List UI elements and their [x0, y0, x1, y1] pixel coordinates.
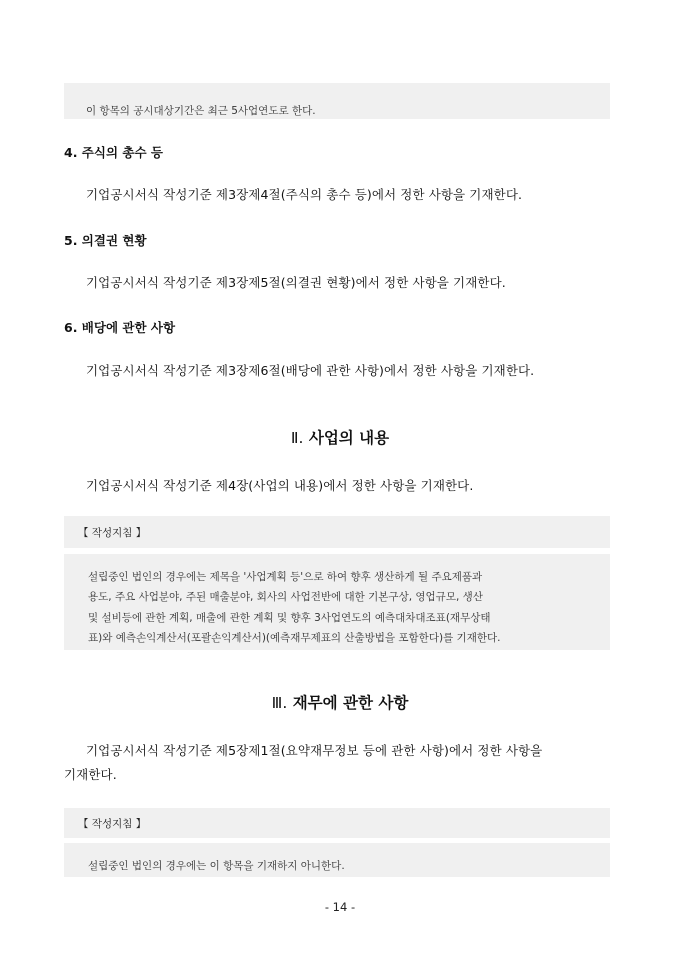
chapter-2-text: 기업공시서식 작성기준 제4장(사업의 내용)에서 정한 사항을 기재한다.	[86, 478, 474, 493]
chapter-2-title-text: 사업의 내용	[308, 429, 390, 447]
section-5-text: 기업공시서식 작성기준 제3장제5절(의결권 현황)에서 정한 사항을 기재한다.	[86, 275, 506, 290]
guide-line-5: 설립중인 법인의 경우에는 이 항목을 기재하지 아니한다.	[88, 860, 345, 872]
page-number: - 14 -	[324, 900, 356, 914]
chapter-3-title	[0, 691, 680, 713]
section-6-text: 기업공시서식 작성기준 제3장제6절(배당에 관한 사항)에서 정한 사항을 기재한다.	[86, 363, 535, 378]
chapter-2-numeral: Ⅱ.	[290, 429, 304, 447]
section-5-heading: 5. 의결권 현황	[64, 233, 147, 248]
guide-line-1: 설립중인 법인의 경우에는 제목을 '사업계획 등'으로 하여 향후 생산하게 될 주요제품과	[88, 571, 483, 583]
guide-line-3: 및 설비등에 관한 계획, 매출에 관한 계획 및 향후 3사업연도의 예측대차대조표(재무상태	[88, 612, 491, 624]
guide-line-2: 용도, 주요 사업분야, 주된 매출분야, 회사의 사업전반에 대한 기본구상, 영업규모, 생산	[88, 591, 483, 603]
top-note-text: 이 항목의 공시대상기간은 최근 5사업연도로 한다.	[86, 105, 316, 117]
section-4-text: 기업공시서식 작성기준 제3장제4절(주식의 총수 등)에서 정한 사항을 기재한다.	[86, 187, 523, 202]
guide-line-4: 표)와 예측손익계산서(포괄손익계산서)(예측재무제표의 산출방법을 포함한다)를 기재한다.	[88, 632, 501, 644]
section-6-heading: 6. 배당에 관한 사항	[64, 320, 176, 335]
section-4-heading: 4. 주식의 총수 등	[64, 145, 163, 160]
chapter-3-text-line-1: 기업공시서식 작성기준 제5장제1절(요약재무정보 등에 관한 사항)에서 정한 사항을	[86, 743, 543, 758]
chapter-2-title	[0, 426, 680, 448]
chapter-3-title-text: 재무에 관한 사항	[292, 694, 409, 712]
guide-label-1: 【 작성지침 】	[78, 527, 147, 539]
chapter-3-numeral: Ⅲ.	[271, 694, 288, 712]
guide-label-2: 【 작성지침 】	[78, 818, 147, 830]
chapter-3-text-line-2: 기재한다.	[64, 767, 117, 782]
